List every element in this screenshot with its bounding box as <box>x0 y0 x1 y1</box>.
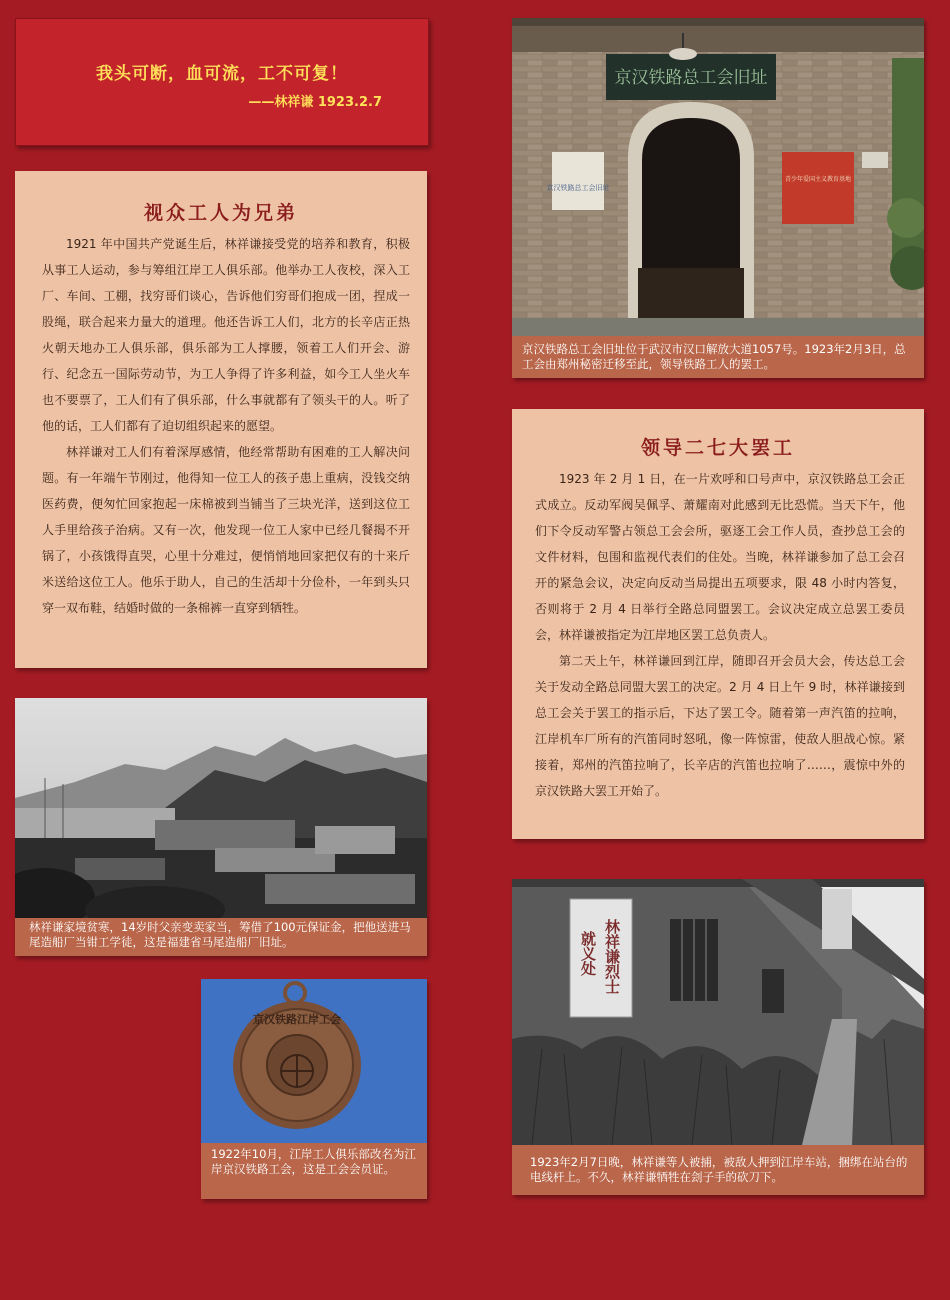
medal-photo <box>201 979 427 1143</box>
story-body <box>512 466 924 804</box>
white-plaque-text: 京汉铁路总工会旧址 <box>546 184 610 192</box>
shipyard-photo <box>15 698 427 918</box>
quote-attribution: ——林祥谦 1923.2.7 <box>248 95 382 110</box>
photo-caption: 1923年2月7日晚，林祥谦等人被捕，被敌人押到江岸车站，捆绑在站台的电线杆上。不久，林祥谦牺牲在刽子手的砍刀下。 <box>530 1155 908 1184</box>
execution-site-photo <box>512 879 924 1145</box>
story-strike-panel <box>512 409 924 839</box>
story-title: 领导二七大罢工 <box>640 437 795 459</box>
union-hq-photo-card <box>512 18 924 378</box>
quote-text: 我头可断，血可流，工不可复！ <box>96 64 348 84</box>
hq-sign-text: 京汉铁路总工会旧址 <box>614 68 768 88</box>
story-paragraph: 林祥谦对工人们有着深厚感情，他经常帮助有困难的工人解决问题。有一年端午节刚过，他得知一位工人的孩子患上重病，没钱交纳医药费，便匆忙回家抱起一床棉被到当铺当了三块光洋，送到这位工人手里给孩子治病。又有一次，他发现一位工人家中已经几餐揭不开锅了，小孩饿得直哭，心里十分难过，便悄悄地回家把仅有的十来斤米送给这位工人。他乐于助人，自己的生活却十分俭朴，一年到头只穿一双布鞋，结婚时做的一条棉裤一直穿到牺牲。 <box>42 445 410 615</box>
shipyard-photo-card <box>15 698 427 956</box>
union-hq-photo <box>512 18 924 336</box>
quote-banner <box>15 18 429 146</box>
medal-photo-card <box>201 979 427 1199</box>
photo-caption: 京汉铁路总工会旧址位于武汉市汉口解放大道1057号。1923年2月3日，总工会由郑州秘密迁移至此，领导铁路工人的罢工。 <box>522 342 906 371</box>
medal-text: 京汉铁路江岸工会 <box>253 1013 341 1026</box>
photo-caption: 林祥谦家境贫寒，14岁时父亲变卖家当，筹借了100元保证金，把他送进马尾造船厂当钳工学徒，这是福建省马尾造船厂旧址。 <box>29 920 411 949</box>
story-title: 视众工人为兄弟 <box>143 202 298 224</box>
wall-sign-col2: 就义处 <box>579 931 597 976</box>
red-plaque-text: 青少年爱国主义教育基地 <box>784 176 852 183</box>
story-paragraph: 1921 年中国共产党诞生后，林祥谦接受党的培养和教育，积极从事工人运动，参与筹组江岸工人俱乐部。他举办工人夜校，深入工厂、车间、工棚，找穷哥们谈心，告诉他们穷哥们抱成一团，捏成一股绳，联合起来力量大的道理。他还告诉工人们，北方的长辛店正热火朝天地办工人俱乐部，俱乐部为工人撑腰，领着工人们开会、游行、纪念五一国际劳动节，为工人争得了许多利益，如今工人坐火车也不要票了，工人们有了俱乐部，什么事就都有了领头干的人。听了他的话，工人们都有了迫切组织起来的愿望。 <box>42 237 410 433</box>
execution-site-photo-card <box>512 879 924 1195</box>
story-brotherhood-panel <box>15 171 427 668</box>
wall-sign-col1: 林祥谦烈士 <box>603 919 621 994</box>
story-paragraph: 第二天上午，林祥谦回到江岸，随即召开会员大会，传达总工会关于发动全路总同盟大罢工的决定。2 月 4 日上午 9 时，林祥谦接到总工会关于罢工的指示后，下达了罢工令。随着第一声汽笛的拉响，江岸机车厂所有的汽笛同时怒吼，像一阵惊雷，使敌人胆战心惊。紧接着，郑州的汽笛拉响了，长辛店的汽笛也拉响了……，震惊中外的京汉铁路大罢工开始了。 <box>535 654 905 798</box>
photo-caption: 1922年10月，江岸工人俱乐部改名为江岸京汉铁路工会，这是工会会员证。 <box>211 1147 416 1176</box>
story-paragraph: 1923 年 2 月 1 日，在一片欢呼和口号声中，京汉铁路总工会正式成立。反动军阀吴佩孚、萧耀南对此感到无比恐慌。当天下午，他们下令反动军警占领总工会会所，驱逐工会工作人员，查抄总工会的文件材料，包围和监视代表们的住处。当晚，林祥谦参加了总工会召开的紧急会议，决定向反动当局提出五项要求，限 48 小时内答复，否则将于 2 月 4 日举行全路总同盟罢工。会议决定成立总罢工委员会，林祥谦被指定为江岸地区罢工总负责人。 <box>535 472 905 642</box>
story-body <box>15 231 427 621</box>
